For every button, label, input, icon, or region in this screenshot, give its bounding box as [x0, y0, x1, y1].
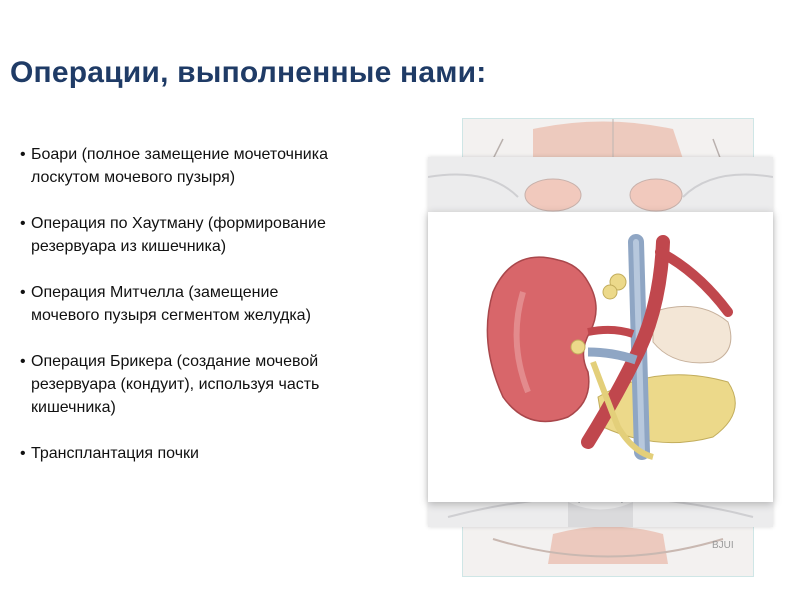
bullet-continuation: резервуара (кондуит), используя часть кишечника): [31, 376, 320, 416]
bullet-continuation: резервуара из кишечника): [31, 238, 227, 255]
kidney-transplant-illustration: [428, 212, 773, 502]
bullet-line: • Трансплантация почки: [20, 442, 420, 465]
kidney-transplant-drawing: [428, 212, 773, 502]
bullet-line: • Операция по Хаутману (формирование: [20, 212, 420, 235]
bullet-line: • Операция Митчелла (замещение: [20, 281, 420, 304]
journal-logo: BJUI: [712, 540, 734, 551]
bullet-continuation: лоскутом мочевого пузыря): [31, 169, 236, 186]
bullet-continuation: мочевого пузыря сегментом желудка): [31, 307, 311, 324]
slide-title: Операции, выполненные нами:: [10, 56, 487, 89]
bullet-line: • Боари (полное замещение мочеточника: [20, 143, 420, 166]
bullet-line: • Операция Брикера (создание мочевой: [20, 350, 420, 373]
